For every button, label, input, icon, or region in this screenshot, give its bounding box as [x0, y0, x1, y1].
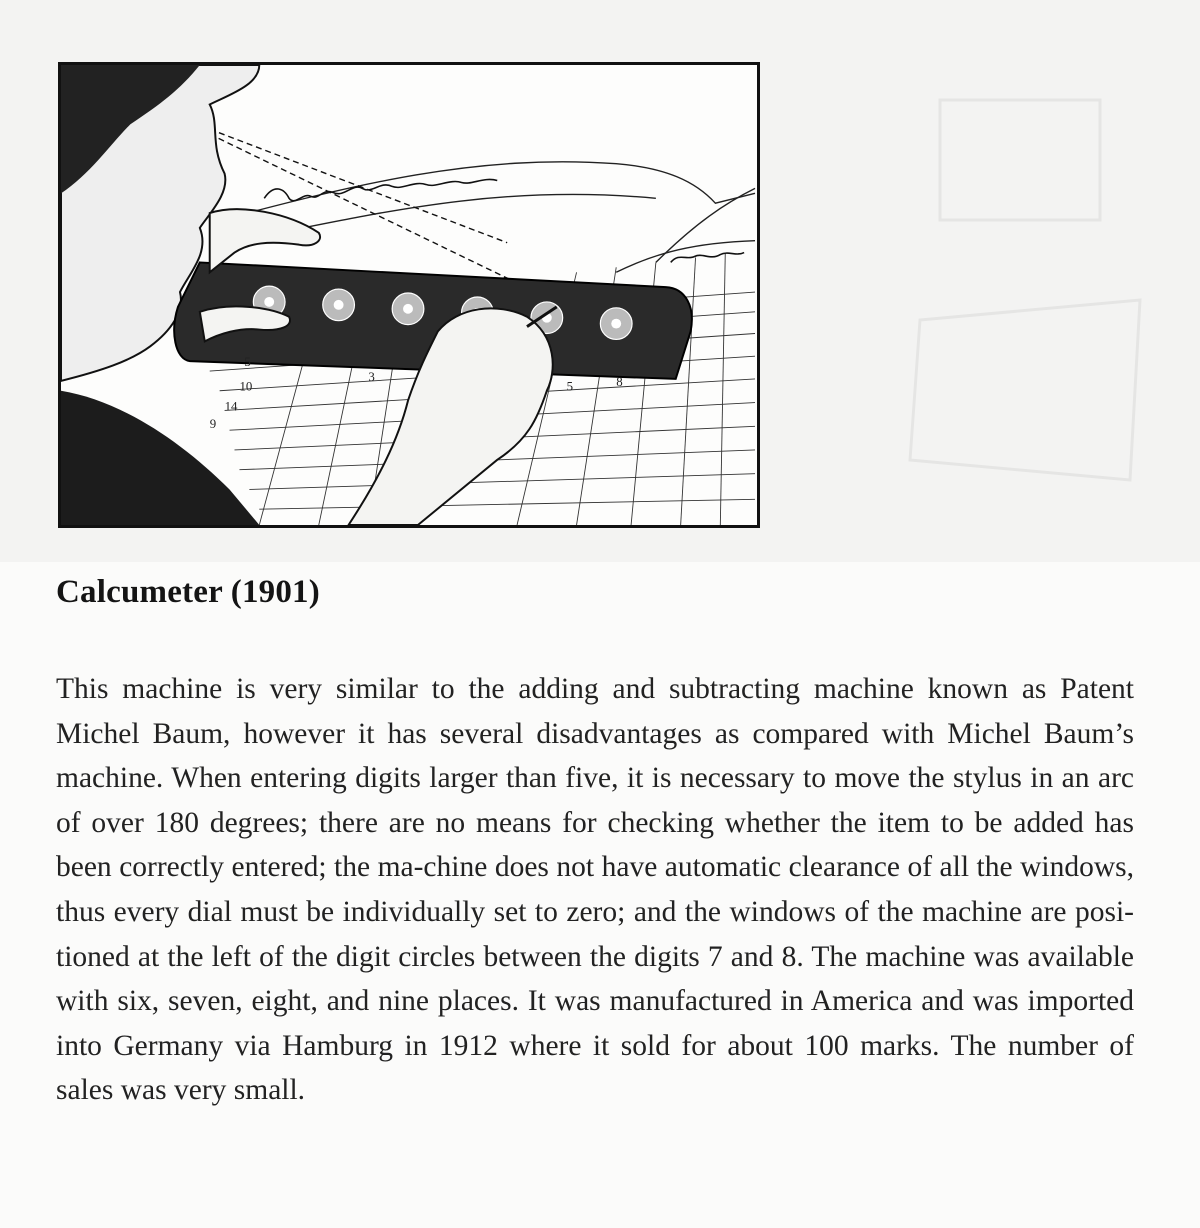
ledger-number: 10 [239, 379, 253, 394]
bleed-through-shadow [880, 60, 1180, 500]
ledger-number: 5 [244, 355, 251, 370]
ledger-number: 3 [368, 369, 375, 384]
ledger-number: 14 [224, 399, 238, 414]
calcumeter-illustration [58, 62, 760, 528]
ledger-number: 5 [566, 379, 574, 394]
article-paragraph: This machine is very similar to the adding and subtracting machine known as Patent Michel Baum, however it has several disadvantages as compared with Michel Baum’s machine. When entering digits larger than five, it is necessary to move the stylus in an arc of over 180 degrees; there are no means for checking whether the item to be added has been correctly entered; the ma-chine does not have automatic clearance of all the windows, thus every dial must be individually set to zero; and the windows of the machine are posi-tioned at the left of the digit circles between the digits 7 and 8. The machine was available with six, seven, eight, and nine places. It was manufactured in America and was imported into Germany via Hamburg in 1912 where it sold for about 100 marks. The number of sales was very small. [56, 673, 1134, 1107]
caption-title: Calcumeter (1901) [56, 574, 320, 610]
ledger-number: 9 [209, 417, 217, 432]
calcumeter-illustration-icon [61, 65, 757, 525]
ledger-number: 8 [616, 374, 623, 389]
